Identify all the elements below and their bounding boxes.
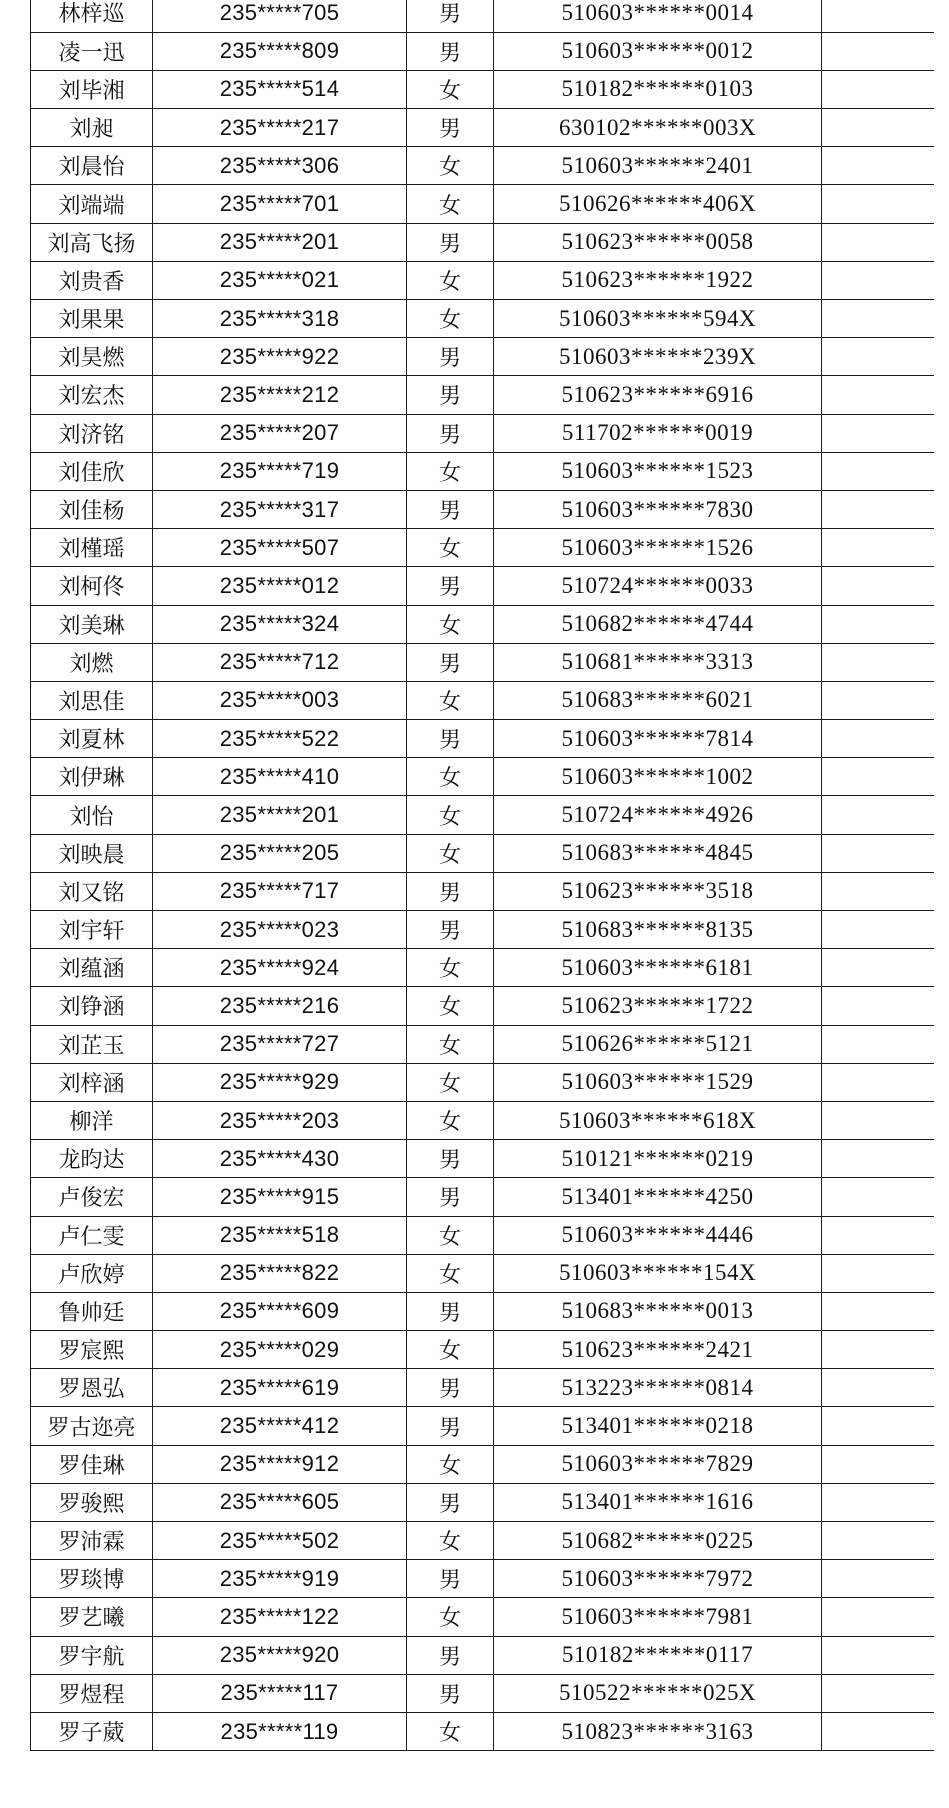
id-number-cell: 510603******239X	[494, 338, 822, 376]
table-row	[31, 338, 934, 376]
gender-cell: 男	[407, 1292, 494, 1330]
empty-cell	[822, 490, 934, 528]
table-row	[31, 147, 934, 185]
gender-cell: 男	[407, 338, 494, 376]
gender-cell: 女	[407, 796, 494, 834]
id-number-cell: 511702******0019	[494, 414, 822, 452]
table-row	[31, 1216, 934, 1254]
gender-cell: 男	[407, 1674, 494, 1712]
exam-number-cell: 235*****924	[153, 949, 407, 987]
gender-cell: 男	[407, 872, 494, 910]
table-row	[31, 261, 934, 299]
exam-number-cell: 235*****514	[153, 70, 407, 108]
student-name-cell: 罗古迩亮	[31, 1407, 153, 1445]
exam-number-cell: 235*****117	[153, 1674, 407, 1712]
student-name-cell: 凌一迅	[31, 32, 153, 70]
exam-number-cell: 235*****003	[153, 681, 407, 719]
table-row	[31, 529, 934, 567]
table-row	[31, 1598, 934, 1636]
empty-cell	[822, 720, 934, 758]
id-number-cell: 510623******0058	[494, 223, 822, 261]
exam-number-cell: 235*****021	[153, 261, 407, 299]
gender-cell: 男	[407, 1483, 494, 1521]
table-row	[31, 1560, 934, 1598]
empty-cell	[822, 70, 934, 108]
student-name-cell: 罗宸熙	[31, 1331, 153, 1369]
gender-cell: 女	[407, 1101, 494, 1139]
gender-cell: 女	[407, 1254, 494, 1292]
id-number-cell: 510182******0103	[494, 70, 822, 108]
empty-cell	[822, 0, 934, 32]
exam-number-cell: 235*****507	[153, 529, 407, 567]
exam-number-cell: 235*****012	[153, 567, 407, 605]
table-row	[31, 1140, 934, 1178]
student-name-cell: 罗子葳	[31, 1712, 153, 1750]
student-name-cell: 刘映晨	[31, 834, 153, 872]
id-number-cell: 510681******3313	[494, 643, 822, 681]
empty-cell	[822, 32, 934, 70]
student-name-cell: 刘端端	[31, 185, 153, 223]
exam-number-cell: 235*****719	[153, 452, 407, 490]
student-name-cell: 鲁帅廷	[31, 1292, 153, 1330]
gender-cell: 女	[407, 1445, 494, 1483]
gender-cell: 男	[407, 376, 494, 414]
student-name-cell: 刘柯佟	[31, 567, 153, 605]
student-name-cell: 刘思佳	[31, 681, 153, 719]
student-name-cell: 刘贵香	[31, 261, 153, 299]
empty-cell	[822, 1674, 934, 1712]
empty-cell	[822, 758, 934, 796]
gender-cell: 女	[407, 70, 494, 108]
exam-number-cell: 235*****919	[153, 1560, 407, 1598]
exam-number-cell: 235*****712	[153, 643, 407, 681]
gender-cell: 男	[407, 32, 494, 70]
id-number-cell: 510623******2421	[494, 1331, 822, 1369]
table-row	[31, 911, 934, 949]
table-row	[31, 987, 934, 1025]
table-row	[31, 796, 934, 834]
empty-cell	[822, 1292, 934, 1330]
empty-cell	[822, 567, 934, 605]
student-name-cell: 刘槿瑶	[31, 529, 153, 567]
gender-cell: 女	[407, 1598, 494, 1636]
exam-number-cell: 235*****522	[153, 720, 407, 758]
empty-cell	[822, 300, 934, 338]
empty-cell	[822, 681, 934, 719]
gender-cell: 女	[407, 529, 494, 567]
student-name-cell: 龙昀达	[31, 1140, 153, 1178]
id-number-cell: 510603******6181	[494, 949, 822, 987]
empty-cell	[822, 223, 934, 261]
id-number-cell: 510623******1722	[494, 987, 822, 1025]
table-row	[31, 872, 934, 910]
empty-cell	[822, 1216, 934, 1254]
exam-number-cell: 235*****023	[153, 911, 407, 949]
gender-cell: 女	[407, 452, 494, 490]
table-row	[31, 834, 934, 872]
id-number-cell: 510682******0225	[494, 1522, 822, 1560]
gender-cell: 女	[407, 1331, 494, 1369]
student-name-cell: 卢俊宏	[31, 1178, 153, 1216]
exam-number-cell: 235*****727	[153, 1025, 407, 1063]
student-name-cell: 刘伊琳	[31, 758, 153, 796]
table-row	[31, 1522, 934, 1560]
student-name-cell: 刘果果	[31, 300, 153, 338]
table-row	[31, 1407, 934, 1445]
gender-cell: 女	[407, 681, 494, 719]
empty-cell	[822, 1712, 934, 1750]
id-number-cell: 510603******1523	[494, 452, 822, 490]
gender-cell: 女	[407, 949, 494, 987]
table-row	[31, 1292, 934, 1330]
gender-cell: 男	[407, 223, 494, 261]
empty-cell	[822, 185, 934, 223]
table-row	[31, 681, 934, 719]
exam-number-cell: 235*****324	[153, 605, 407, 643]
table-row	[31, 1712, 934, 1750]
empty-cell	[822, 1331, 934, 1369]
empty-cell	[822, 1254, 934, 1292]
empty-cell	[822, 987, 934, 1025]
id-number-cell: 510603******154X	[494, 1254, 822, 1292]
exam-number-cell: 235*****705	[153, 0, 407, 32]
gender-cell: 男	[407, 490, 494, 528]
id-number-cell: 510603******7829	[494, 1445, 822, 1483]
exam-number-cell: 235*****929	[153, 1063, 407, 1101]
table-row	[31, 414, 934, 452]
empty-cell	[822, 605, 934, 643]
empty-cell	[822, 1140, 934, 1178]
student-name-cell: 卢欣婷	[31, 1254, 153, 1292]
table-row	[31, 1674, 934, 1712]
id-number-cell: 510522******025X	[494, 1674, 822, 1712]
exam-number-cell: 235*****619	[153, 1369, 407, 1407]
exam-number-cell: 235*****216	[153, 987, 407, 1025]
empty-cell	[822, 643, 934, 681]
empty-cell	[822, 452, 934, 490]
gender-cell: 男	[407, 911, 494, 949]
student-name-cell: 罗骏熙	[31, 1483, 153, 1521]
exam-number-cell: 235*****203	[153, 1101, 407, 1139]
exam-number-cell: 235*****201	[153, 796, 407, 834]
exam-number-cell: 235*****318	[153, 300, 407, 338]
id-number-cell: 510603******0014	[494, 0, 822, 32]
gender-cell: 男	[407, 643, 494, 681]
id-number-cell: 510603******4446	[494, 1216, 822, 1254]
table-row	[31, 185, 934, 223]
id-number-cell: 510603******594X	[494, 300, 822, 338]
table-row	[31, 0, 934, 32]
exam-number-cell: 235*****205	[153, 834, 407, 872]
exam-number-cell: 235*****207	[153, 414, 407, 452]
student-name-cell: 罗琰博	[31, 1560, 153, 1598]
gender-cell: 女	[407, 1025, 494, 1063]
table-row	[31, 1331, 934, 1369]
student-name-cell: 刘昶	[31, 109, 153, 147]
id-number-cell: 513401******1616	[494, 1483, 822, 1521]
student-name-cell: 刘美琳	[31, 605, 153, 643]
table-row	[31, 720, 934, 758]
gender-cell: 女	[407, 1522, 494, 1560]
exam-number-cell: 235*****217	[153, 109, 407, 147]
gender-cell: 女	[407, 987, 494, 1025]
student-name-cell: 罗沛霖	[31, 1522, 153, 1560]
exam-number-cell: 235*****317	[153, 490, 407, 528]
exam-number-cell: 235*****410	[153, 758, 407, 796]
student-name-cell: 罗煜程	[31, 1674, 153, 1712]
table-row	[31, 1178, 934, 1216]
gender-cell: 男	[407, 109, 494, 147]
exam-number-cell: 235*****822	[153, 1254, 407, 1292]
empty-cell	[822, 1101, 934, 1139]
student-name-cell: 刘佳欣	[31, 452, 153, 490]
table-row	[31, 300, 934, 338]
id-number-cell: 510603******1529	[494, 1063, 822, 1101]
id-number-cell: 630102******003X	[494, 109, 822, 147]
exam-number-cell: 235*****717	[153, 872, 407, 910]
student-name-cell: 刘高飞扬	[31, 223, 153, 261]
id-number-cell: 510603******0012	[494, 32, 822, 70]
id-number-cell: 510626******406X	[494, 185, 822, 223]
id-number-cell: 510603******7814	[494, 720, 822, 758]
student-roster-table	[30, 0, 934, 1751]
exam-number-cell: 235*****922	[153, 338, 407, 376]
empty-cell	[822, 261, 934, 299]
table-row	[31, 605, 934, 643]
empty-cell	[822, 338, 934, 376]
gender-cell: 男	[407, 1369, 494, 1407]
id-number-cell: 510603******7830	[494, 490, 822, 528]
id-number-cell: 510603******7972	[494, 1560, 822, 1598]
id-number-cell: 510683******6021	[494, 681, 822, 719]
empty-cell	[822, 1369, 934, 1407]
student-name-cell: 罗佳琳	[31, 1445, 153, 1483]
gender-cell: 男	[407, 720, 494, 758]
exam-number-cell: 235*****809	[153, 32, 407, 70]
gender-cell: 女	[407, 1712, 494, 1750]
id-number-cell: 510603******618X	[494, 1101, 822, 1139]
exam-number-cell: 235*****201	[153, 223, 407, 261]
student-name-cell: 刘济铭	[31, 414, 153, 452]
id-number-cell: 510623******1922	[494, 261, 822, 299]
table-row	[31, 758, 934, 796]
gender-cell: 男	[407, 1560, 494, 1598]
student-name-cell: 刘铮涵	[31, 987, 153, 1025]
student-name-cell: 刘昊燃	[31, 338, 153, 376]
student-name-cell: 柳洋	[31, 1101, 153, 1139]
exam-number-cell: 235*****609	[153, 1292, 407, 1330]
empty-cell	[822, 872, 934, 910]
empty-cell	[822, 414, 934, 452]
student-name-cell: 罗恩弘	[31, 1369, 153, 1407]
id-number-cell: 510823******3163	[494, 1712, 822, 1750]
empty-cell	[822, 1063, 934, 1101]
id-number-cell: 510623******3518	[494, 872, 822, 910]
id-number-cell: 513401******0218	[494, 1407, 822, 1445]
table-row	[31, 376, 934, 414]
table-row	[31, 1445, 934, 1483]
student-name-cell: 刘怡	[31, 796, 153, 834]
student-name-cell: 刘宇轩	[31, 911, 153, 949]
gender-cell: 男	[407, 1140, 494, 1178]
student-name-cell: 罗艺曦	[31, 1598, 153, 1636]
student-name-cell: 刘佳杨	[31, 490, 153, 528]
gender-cell: 女	[407, 1216, 494, 1254]
gender-cell: 女	[407, 147, 494, 185]
table-row	[31, 1636, 934, 1674]
gender-cell: 男	[407, 567, 494, 605]
gender-cell: 女	[407, 1063, 494, 1101]
table-row	[31, 452, 934, 490]
student-name-cell: 刘蕴涵	[31, 949, 153, 987]
empty-cell	[822, 1483, 934, 1521]
student-name-cell: 刘宏杰	[31, 376, 153, 414]
student-name-cell: 刘梓涵	[31, 1063, 153, 1101]
id-number-cell: 510683******4845	[494, 834, 822, 872]
id-number-cell: 510626******5121	[494, 1025, 822, 1063]
id-number-cell: 510603******2401	[494, 147, 822, 185]
exam-number-cell: 235*****912	[153, 1445, 407, 1483]
exam-number-cell: 235*****701	[153, 185, 407, 223]
empty-cell	[822, 834, 934, 872]
gender-cell: 男	[407, 1407, 494, 1445]
table-row	[31, 109, 934, 147]
exam-number-cell: 235*****915	[153, 1178, 407, 1216]
gender-cell: 女	[407, 834, 494, 872]
id-number-cell: 510603******7981	[494, 1598, 822, 1636]
table-row	[31, 490, 934, 528]
exam-number-cell: 235*****119	[153, 1712, 407, 1750]
exam-number-cell: 235*****605	[153, 1483, 407, 1521]
id-number-cell: 510724******0033	[494, 567, 822, 605]
student-name-cell: 刘燃	[31, 643, 153, 681]
exam-number-cell: 235*****306	[153, 147, 407, 185]
id-number-cell: 513223******0814	[494, 1369, 822, 1407]
student-name-cell: 刘芷玉	[31, 1025, 153, 1063]
empty-cell	[822, 911, 934, 949]
exam-number-cell: 235*****212	[153, 376, 407, 414]
empty-cell	[822, 1636, 934, 1674]
gender-cell: 女	[407, 605, 494, 643]
student-name-cell: 刘又铭	[31, 872, 153, 910]
exam-number-cell: 235*****430	[153, 1140, 407, 1178]
empty-cell	[822, 1598, 934, 1636]
table-row	[31, 949, 934, 987]
empty-cell	[822, 1407, 934, 1445]
id-number-cell: 510682******4744	[494, 605, 822, 643]
id-number-cell: 510182******0117	[494, 1636, 822, 1674]
empty-cell	[822, 1178, 934, 1216]
exam-number-cell: 235*****029	[153, 1331, 407, 1369]
table-row	[31, 1254, 934, 1292]
table-row	[31, 643, 934, 681]
roster-table-body	[31, 0, 934, 1751]
empty-cell	[822, 1025, 934, 1063]
table-row	[31, 567, 934, 605]
gender-cell: 男	[407, 0, 494, 32]
gender-cell: 女	[407, 300, 494, 338]
table-row	[31, 1483, 934, 1521]
gender-cell: 女	[407, 185, 494, 223]
empty-cell	[822, 1560, 934, 1598]
table-row	[31, 1063, 934, 1101]
exam-number-cell: 235*****518	[153, 1216, 407, 1254]
table-row	[31, 1025, 934, 1063]
id-number-cell: 510724******4926	[494, 796, 822, 834]
id-number-cell: 510623******6916	[494, 376, 822, 414]
table-row	[31, 223, 934, 261]
student-name-cell: 林梓巡	[31, 0, 153, 32]
empty-cell	[822, 147, 934, 185]
id-number-cell: 510683******0013	[494, 1292, 822, 1330]
student-name-cell: 刘晨怡	[31, 147, 153, 185]
exam-number-cell: 235*****920	[153, 1636, 407, 1674]
empty-cell	[822, 949, 934, 987]
empty-cell	[822, 1522, 934, 1560]
exam-number-cell: 235*****412	[153, 1407, 407, 1445]
table-row	[31, 1369, 934, 1407]
id-number-cell: 510683******8135	[494, 911, 822, 949]
gender-cell: 男	[407, 1178, 494, 1216]
table-row	[31, 70, 934, 108]
student-name-cell: 刘夏林	[31, 720, 153, 758]
id-number-cell: 510603******1526	[494, 529, 822, 567]
gender-cell: 男	[407, 414, 494, 452]
empty-cell	[822, 529, 934, 567]
table-row	[31, 1101, 934, 1139]
student-name-cell: 罗宇航	[31, 1636, 153, 1674]
id-number-cell: 513401******4250	[494, 1178, 822, 1216]
exam-number-cell: 235*****122	[153, 1598, 407, 1636]
student-name-cell: 刘毕湘	[31, 70, 153, 108]
empty-cell	[822, 1445, 934, 1483]
empty-cell	[822, 376, 934, 414]
student-name-cell: 卢仁雯	[31, 1216, 153, 1254]
gender-cell: 女	[407, 758, 494, 796]
empty-cell	[822, 109, 934, 147]
gender-cell: 男	[407, 1636, 494, 1674]
id-number-cell: 510603******1002	[494, 758, 822, 796]
gender-cell: 女	[407, 261, 494, 299]
empty-cell	[822, 796, 934, 834]
exam-number-cell: 235*****502	[153, 1522, 407, 1560]
table-row	[31, 32, 934, 70]
id-number-cell: 510121******0219	[494, 1140, 822, 1178]
